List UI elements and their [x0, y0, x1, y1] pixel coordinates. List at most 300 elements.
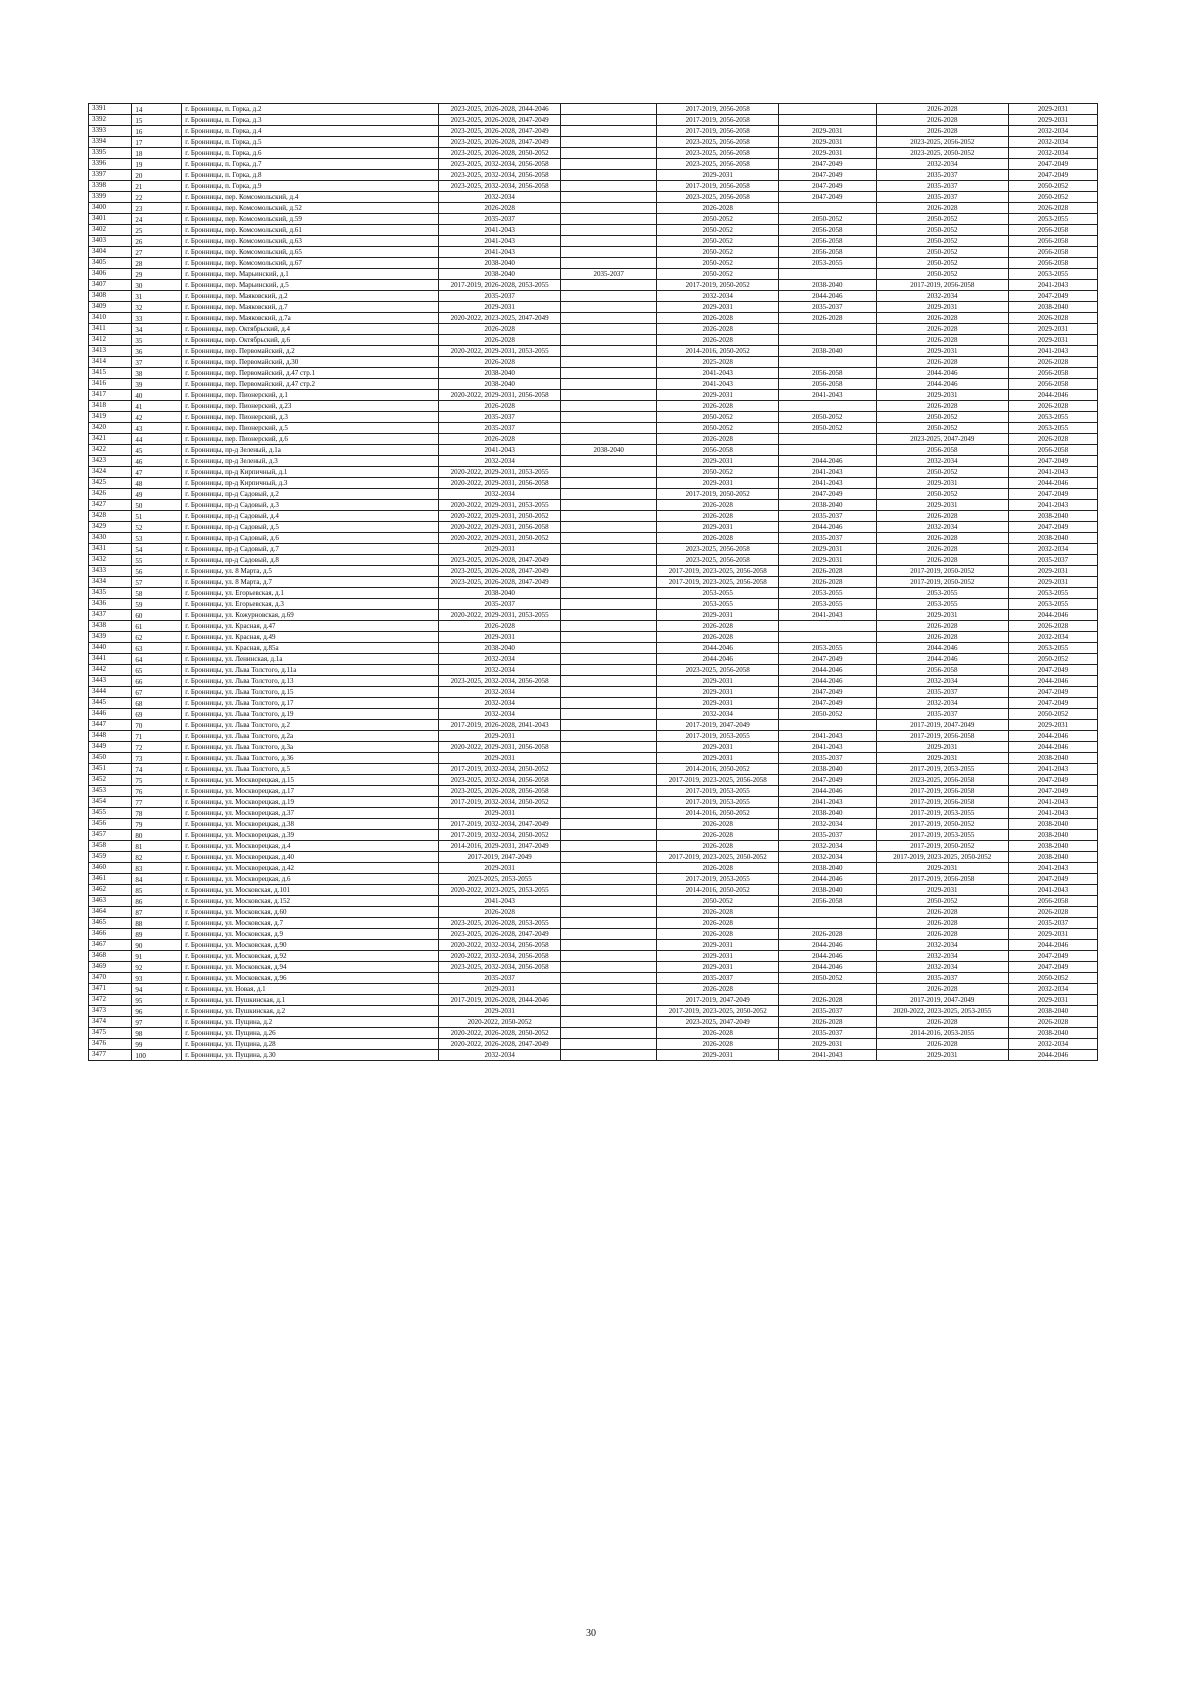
- period-1-cell: 2020-2022, 2023-2025, 2053-2055: [439, 885, 561, 896]
- period-4-cell: 2050-2052: [778, 423, 876, 434]
- period-6-cell: 2026-2028: [1008, 1017, 1097, 1028]
- period-1-cell: 2035-2037: [439, 423, 561, 434]
- period-1-cell: 2026-2028: [439, 203, 561, 214]
- period-5-cell: 2032-2034: [876, 951, 1008, 962]
- period-3-cell: 2014-2016, 2050-2052: [657, 346, 779, 357]
- period-6-cell: 2026-2028: [1008, 401, 1097, 412]
- address-cell: г. Бронницы, пер. Пионерский, д.23: [182, 401, 439, 412]
- table-row: [89, 819, 1098, 830]
- period-5-cell: 2029-2031: [876, 1050, 1008, 1061]
- period-1-cell: 2020-2022, 2032-2034, 2056-2058: [439, 940, 561, 951]
- period-4-cell: 2035-2037: [778, 511, 876, 522]
- period-2-cell: [560, 511, 657, 522]
- row-id-cell: 3458: [89, 841, 132, 852]
- period-3-cell: 2044-2046: [657, 643, 779, 654]
- table-row: [89, 687, 1098, 698]
- period-6-cell: 2047-2049: [1008, 775, 1097, 786]
- row-id-cell: 3396: [89, 159, 132, 170]
- row-sub-number-cell: 89: [132, 929, 182, 940]
- row-id-cell: 3476: [89, 1039, 132, 1050]
- address-cell: г. Бронницы, ул. Московская, д.101: [182, 885, 439, 896]
- period-3-cell: 2029-2031: [657, 962, 779, 973]
- table-row: [89, 423, 1098, 434]
- period-3-cell: 2041-2043: [657, 368, 779, 379]
- period-5-cell: 2056-2058: [876, 665, 1008, 676]
- table-row: [89, 841, 1098, 852]
- row-id-cell: 3433: [89, 566, 132, 577]
- period-5-cell: 2017-2019, 2056-2058: [876, 786, 1008, 797]
- address-cell: г. Бронницы, пер. Комсомольский, д.59: [182, 214, 439, 225]
- period-4-cell: 2044-2046: [778, 962, 876, 973]
- address-cell: г. Бронницы, пер. Комсомольский, д.52: [182, 203, 439, 214]
- period-4-cell: 2056-2058: [778, 379, 876, 390]
- period-4-cell: 2047-2049: [778, 654, 876, 665]
- period-3-cell: 2017-2019, 2023-2025, 2050-2052: [657, 852, 779, 863]
- period-1-cell: 2017-2019, 2047-2049: [439, 852, 561, 863]
- period-2-cell: [560, 775, 657, 786]
- period-5-cell: 2044-2046: [876, 643, 1008, 654]
- period-1-cell: 2023-2025, 2026-2028, 2047-2049: [439, 555, 561, 566]
- row-sub-number-cell: 81: [132, 841, 182, 852]
- period-2-cell: [560, 764, 657, 775]
- period-4-cell: 2041-2043: [778, 467, 876, 478]
- row-id-cell: 3431: [89, 544, 132, 555]
- period-5-cell: 2026-2028: [876, 1017, 1008, 1028]
- period-4-cell: 2032-2034: [778, 841, 876, 852]
- period-4-cell: 2053-2055: [778, 258, 876, 269]
- table-row: [89, 764, 1098, 775]
- period-4-cell: 2050-2052: [778, 709, 876, 720]
- period-1-cell: 2017-2019, 2032-2034, 2050-2052: [439, 764, 561, 775]
- period-1-cell: 2014-2016, 2029-2031, 2047-2049: [439, 841, 561, 852]
- period-1-cell: 2026-2028: [439, 335, 561, 346]
- period-2-cell: [560, 346, 657, 357]
- address-cell: г. Бронницы, ул. Льва Толстого, д.3а: [182, 742, 439, 753]
- period-5-cell: 2017-2019, 2047-2049: [876, 720, 1008, 731]
- period-6-cell: 2047-2049: [1008, 489, 1097, 500]
- period-2-cell: [560, 247, 657, 258]
- table-row: [89, 797, 1098, 808]
- period-5-cell: 2044-2046: [876, 379, 1008, 390]
- address-cell: г. Бронницы, ул. Москворецкая, д.4: [182, 841, 439, 852]
- period-4-cell: [778, 918, 876, 929]
- table-row: [89, 742, 1098, 753]
- row-sub-number-cell: 62: [132, 632, 182, 643]
- row-sub-number-cell: 49: [132, 489, 182, 500]
- period-3-cell: 2026-2028: [657, 632, 779, 643]
- period-4-cell: 2056-2058: [778, 236, 876, 247]
- table-row: [89, 280, 1098, 291]
- period-5-cell: 2032-2034: [876, 522, 1008, 533]
- table-row: [89, 1028, 1098, 1039]
- period-1-cell: 2032-2034: [439, 665, 561, 676]
- period-6-cell: 2026-2028: [1008, 203, 1097, 214]
- period-4-cell: 2038-2040: [778, 863, 876, 874]
- period-1-cell: 2026-2028: [439, 434, 561, 445]
- period-3-cell: 2056-2058: [657, 445, 779, 456]
- table-row: [89, 335, 1098, 346]
- row-sub-number-cell: 48: [132, 478, 182, 489]
- period-4-cell: 2047-2049: [778, 192, 876, 203]
- period-1-cell: 2017-2019, 2026-2028, 2053-2055: [439, 280, 561, 291]
- period-6-cell: 2047-2049: [1008, 665, 1097, 676]
- period-5-cell: 2032-2034: [876, 940, 1008, 951]
- period-4-cell: 2044-2046: [778, 940, 876, 951]
- row-sub-number-cell: 80: [132, 830, 182, 841]
- page-number: 30: [586, 1628, 596, 1639]
- row-sub-number-cell: 31: [132, 291, 182, 302]
- period-1-cell: 2023-2025, 2032-2034, 2056-2058: [439, 775, 561, 786]
- period-2-cell: [560, 995, 657, 1006]
- address-cell: г. Бронницы, пер. Маяковский, д.2: [182, 291, 439, 302]
- address-cell: г. Бронницы, п. Горка, д.7: [182, 159, 439, 170]
- period-6-cell: 2029-2031: [1008, 720, 1097, 731]
- table-row: [89, 808, 1098, 819]
- period-5-cell: 2017-2019, 2047-2049: [876, 995, 1008, 1006]
- period-3-cell: 2026-2028: [657, 621, 779, 632]
- period-1-cell: 2035-2037: [439, 599, 561, 610]
- period-5-cell: 2035-2037: [876, 181, 1008, 192]
- table-row: [89, 170, 1098, 181]
- row-id-cell: 3395: [89, 148, 132, 159]
- period-6-cell: 2050-2052: [1008, 181, 1097, 192]
- table-row: [89, 786, 1098, 797]
- row-id-cell: 3440: [89, 643, 132, 654]
- period-5-cell: 2026-2028: [876, 632, 1008, 643]
- period-3-cell: 2026-2028: [657, 511, 779, 522]
- row-sub-number-cell: 69: [132, 709, 182, 720]
- table-row: [89, 599, 1098, 610]
- period-3-cell: 2032-2034: [657, 709, 779, 720]
- period-6-cell: 2038-2040: [1008, 852, 1097, 863]
- period-1-cell: 2026-2028: [439, 324, 561, 335]
- period-6-cell: 2041-2043: [1008, 797, 1097, 808]
- period-3-cell: 2050-2052: [657, 423, 779, 434]
- period-6-cell: 2056-2058: [1008, 445, 1097, 456]
- period-3-cell: 2014-2016, 2050-2052: [657, 808, 779, 819]
- period-1-cell: 2020-2022, 2029-2031, 2050-2052: [439, 533, 561, 544]
- period-2-cell: [560, 192, 657, 203]
- row-id-cell: 3451: [89, 764, 132, 775]
- period-3-cell: 2029-2031: [657, 1050, 779, 1061]
- row-id-cell: 3404: [89, 247, 132, 258]
- period-1-cell: 2017-2019, 2032-2034, 2050-2052: [439, 797, 561, 808]
- row-id-cell: 3423: [89, 456, 132, 467]
- period-3-cell: 2029-2031: [657, 951, 779, 962]
- period-3-cell: 2041-2043: [657, 379, 779, 390]
- row-sub-number-cell: 51: [132, 511, 182, 522]
- period-1-cell: 2020-2022, 2032-2034, 2056-2058: [439, 951, 561, 962]
- period-6-cell: 2041-2043: [1008, 467, 1097, 478]
- period-6-cell: 2032-2034: [1008, 126, 1097, 137]
- row-sub-number-cell: 71: [132, 731, 182, 742]
- row-sub-number-cell: 84: [132, 874, 182, 885]
- period-6-cell: 2041-2043: [1008, 346, 1097, 357]
- period-3-cell: 2023-2025, 2047-2049: [657, 1017, 779, 1028]
- period-2-cell: [560, 830, 657, 841]
- period-6-cell: 2041-2043: [1008, 863, 1097, 874]
- period-4-cell: 2035-2037: [778, 302, 876, 313]
- period-5-cell: 2029-2031: [876, 302, 1008, 313]
- table-row: [89, 533, 1098, 544]
- row-id-cell: 3391: [89, 104, 132, 115]
- period-6-cell: 2047-2049: [1008, 522, 1097, 533]
- address-cell: г. Бронницы, пр-д Зеленый, д.3: [182, 456, 439, 467]
- period-3-cell: 2050-2052: [657, 214, 779, 225]
- row-sub-number-cell: 33: [132, 313, 182, 324]
- period-4-cell: [778, 907, 876, 918]
- address-cell: г. Бронницы, ул. Льва Толстого, д.15: [182, 687, 439, 698]
- address-cell: г. Бронницы, пер. Маяковский, д.7а: [182, 313, 439, 324]
- period-2-cell: [560, 456, 657, 467]
- period-5-cell: 2017-2019, 2056-2058: [876, 797, 1008, 808]
- row-id-cell: 3461: [89, 874, 132, 885]
- row-id-cell: 3465: [89, 918, 132, 929]
- period-5-cell: 2026-2028: [876, 126, 1008, 137]
- row-sub-number-cell: 63: [132, 643, 182, 654]
- table-row: [89, 654, 1098, 665]
- row-id-cell: 3454: [89, 797, 132, 808]
- period-5-cell: 2017-2019, 2053-2055: [876, 830, 1008, 841]
- period-4-cell: 2029-2031: [778, 126, 876, 137]
- period-2-cell: [560, 753, 657, 764]
- period-1-cell: 2029-2031: [439, 1006, 561, 1017]
- period-3-cell: 2026-2028: [657, 1039, 779, 1050]
- period-4-cell: 2047-2049: [778, 775, 876, 786]
- period-6-cell: 2056-2058: [1008, 896, 1097, 907]
- period-6-cell: 2050-2052: [1008, 192, 1097, 203]
- period-2-cell: [560, 137, 657, 148]
- row-id-cell: 3409: [89, 302, 132, 313]
- period-5-cell: 2035-2037: [876, 687, 1008, 698]
- row-sub-number-cell: 55: [132, 555, 182, 566]
- table-row: [89, 192, 1098, 203]
- row-id-cell: 3406: [89, 269, 132, 280]
- address-cell: г. Бронницы, ул. Пушкинская, д.1: [182, 995, 439, 1006]
- period-6-cell: 2041-2043: [1008, 885, 1097, 896]
- table-row: [89, 995, 1098, 1006]
- period-1-cell: 2029-2031: [439, 544, 561, 555]
- period-6-cell: 2032-2034: [1008, 632, 1097, 643]
- period-4-cell: 2029-2031: [778, 137, 876, 148]
- period-5-cell: 2032-2034: [876, 962, 1008, 973]
- period-1-cell: 2023-2025, 2032-2034, 2056-2058: [439, 962, 561, 973]
- address-cell: г. Бронницы, пер. Пионерский, д.6: [182, 434, 439, 445]
- period-4-cell: 2029-2031: [778, 148, 876, 159]
- table-row: [89, 973, 1098, 984]
- period-4-cell: 2044-2046: [778, 522, 876, 533]
- row-id-cell: 3428: [89, 511, 132, 522]
- period-6-cell: 2032-2034: [1008, 984, 1097, 995]
- table-row: [89, 269, 1098, 280]
- address-cell: г. Бронницы, ул. Москворецкая, д.15: [182, 775, 439, 786]
- period-4-cell: 2041-2043: [778, 610, 876, 621]
- row-id-cell: 3441: [89, 654, 132, 665]
- period-2-cell: [560, 357, 657, 368]
- period-5-cell: 2023-2025, 2056-2058: [876, 775, 1008, 786]
- table-row: [89, 984, 1098, 995]
- period-3-cell: 2029-2031: [657, 742, 779, 753]
- period-2-cell: [560, 1050, 657, 1061]
- table-row: [89, 115, 1098, 126]
- period-6-cell: 2053-2055: [1008, 269, 1097, 280]
- period-1-cell: 2020-2022, 2026-2028, 2047-2049: [439, 1039, 561, 1050]
- period-2-cell: [560, 1039, 657, 1050]
- period-4-cell: [778, 203, 876, 214]
- period-4-cell: 2056-2058: [778, 225, 876, 236]
- address-cell: г. Бронницы, ул. Льва Толстого, д.13: [182, 676, 439, 687]
- address-cell: г. Бронницы, пр-д Кирпичный, д.1: [182, 467, 439, 478]
- row-sub-number-cell: 14: [132, 104, 182, 115]
- period-5-cell: 2053-2055: [876, 588, 1008, 599]
- row-sub-number-cell: 85: [132, 885, 182, 896]
- row-id-cell: 3403: [89, 236, 132, 247]
- period-5-cell: 2017-2019, 2053-2055: [876, 808, 1008, 819]
- period-6-cell: 2053-2055: [1008, 214, 1097, 225]
- row-sub-number-cell: 88: [132, 918, 182, 929]
- period-5-cell: 2029-2031: [876, 478, 1008, 489]
- row-id-cell: 3397: [89, 170, 132, 181]
- table-row: [89, 544, 1098, 555]
- table-row: [89, 126, 1098, 137]
- row-id-cell: 3410: [89, 313, 132, 324]
- row-id-cell: 3398: [89, 181, 132, 192]
- period-1-cell: 2020-2022, 2029-2031, 2056-2058: [439, 742, 561, 753]
- address-cell: г. Бронницы, пер. Комсомольский, д.65: [182, 247, 439, 258]
- row-sub-number-cell: 25: [132, 225, 182, 236]
- period-5-cell: 2035-2037: [876, 709, 1008, 720]
- row-id-cell: 3449: [89, 742, 132, 753]
- address-cell: г. Бронницы, пер. Первомайский, д.47 стр.2: [182, 379, 439, 390]
- row-id-cell: 3401: [89, 214, 132, 225]
- period-6-cell: 2041-2043: [1008, 808, 1097, 819]
- address-cell: г. Бронницы, ул. Москворецкая, д.17: [182, 786, 439, 797]
- row-id-cell: 3459: [89, 852, 132, 863]
- table-row: [89, 830, 1098, 841]
- period-6-cell: 2038-2040: [1008, 511, 1097, 522]
- period-6-cell: 2047-2049: [1008, 456, 1097, 467]
- period-3-cell: 2017-2019, 2053-2055: [657, 786, 779, 797]
- period-3-cell: 2026-2028: [657, 500, 779, 511]
- period-2-cell: [560, 148, 657, 159]
- period-1-cell: 2041-2043: [439, 896, 561, 907]
- period-4-cell: 2047-2049: [778, 687, 876, 698]
- row-sub-number-cell: 57: [132, 577, 182, 588]
- row-id-cell: 3411: [89, 324, 132, 335]
- row-sub-number-cell: 94: [132, 984, 182, 995]
- period-2-cell: [560, 522, 657, 533]
- table-row: [89, 720, 1098, 731]
- period-1-cell: 2038-2040: [439, 588, 561, 599]
- period-5-cell: 2026-2028: [876, 1039, 1008, 1050]
- period-6-cell: 2029-2031: [1008, 995, 1097, 1006]
- period-3-cell: 2026-2028: [657, 929, 779, 940]
- period-6-cell: 2038-2040: [1008, 1006, 1097, 1017]
- period-3-cell: 2029-2031: [657, 170, 779, 181]
- row-id-cell: 3400: [89, 203, 132, 214]
- address-cell: г. Бронницы, ул. Егорьевская, д.1: [182, 588, 439, 599]
- period-2-cell: [560, 390, 657, 401]
- period-2-cell: [560, 291, 657, 302]
- table-row: [89, 1039, 1098, 1050]
- row-sub-number-cell: 30: [132, 280, 182, 291]
- row-sub-number-cell: 26: [132, 236, 182, 247]
- table-row: [89, 137, 1098, 148]
- period-6-cell: 2041-2043: [1008, 280, 1097, 291]
- row-sub-number-cell: 90: [132, 940, 182, 951]
- period-6-cell: 2044-2046: [1008, 731, 1097, 742]
- address-cell: г. Бронницы, п. Горка, д.5: [182, 137, 439, 148]
- table-row: [89, 962, 1098, 973]
- period-3-cell: 2026-2028: [657, 533, 779, 544]
- period-5-cell: 2044-2046: [876, 368, 1008, 379]
- period-6-cell: 2044-2046: [1008, 940, 1097, 951]
- address-cell: г. Бронницы, ул. Ленинская, д.1а: [182, 654, 439, 665]
- address-cell: г. Бронницы, пер. Комсомольский, д.63: [182, 236, 439, 247]
- table-row: [89, 456, 1098, 467]
- row-sub-number-cell: 47: [132, 467, 182, 478]
- period-6-cell: 2029-2031: [1008, 115, 1097, 126]
- period-2-cell: [560, 214, 657, 225]
- row-id-cell: 3436: [89, 599, 132, 610]
- row-id-cell: 3455: [89, 808, 132, 819]
- period-3-cell: 2026-2028: [657, 819, 779, 830]
- row-id-cell: 3426: [89, 489, 132, 500]
- period-1-cell: 2020-2022, 2023-2025, 2047-2049: [439, 313, 561, 324]
- table-row: [89, 104, 1098, 115]
- period-1-cell: 2023-2025, 2032-2034, 2056-2058: [439, 159, 561, 170]
- table-row: [89, 632, 1098, 643]
- period-4-cell: [778, 720, 876, 731]
- period-4-cell: 2047-2049: [778, 698, 876, 709]
- period-6-cell: 2035-2037: [1008, 918, 1097, 929]
- period-5-cell: 2017-2019, 2050-2052: [876, 577, 1008, 588]
- table-row: [89, 709, 1098, 720]
- row-sub-number-cell: 66: [132, 676, 182, 687]
- period-6-cell: 2032-2034: [1008, 137, 1097, 148]
- row-sub-number-cell: 67: [132, 687, 182, 698]
- period-1-cell: 2035-2037: [439, 291, 561, 302]
- address-cell: г. Бронницы, ул. Красная, д.85а: [182, 643, 439, 654]
- period-4-cell: 2056-2058: [778, 247, 876, 258]
- period-6-cell: 2032-2034: [1008, 1039, 1097, 1050]
- row-id-cell: 3434: [89, 577, 132, 588]
- row-id-cell: 3418: [89, 401, 132, 412]
- period-4-cell: [778, 434, 876, 445]
- period-2-cell: [560, 665, 657, 676]
- period-5-cell: 2026-2028: [876, 115, 1008, 126]
- period-4-cell: 2035-2037: [778, 1006, 876, 1017]
- table-row: [89, 731, 1098, 742]
- address-cell: г. Бронницы, ул. Льва Толстого, д.5: [182, 764, 439, 775]
- table-row: [89, 478, 1098, 489]
- table-row: [89, 258, 1098, 269]
- period-1-cell: 2038-2040: [439, 368, 561, 379]
- period-4-cell: 2029-2031: [778, 544, 876, 555]
- period-5-cell: 2026-2028: [876, 313, 1008, 324]
- period-3-cell: 2023-2025, 2056-2058: [657, 159, 779, 170]
- period-6-cell: 2038-2040: [1008, 819, 1097, 830]
- table-row: [89, 698, 1098, 709]
- period-1-cell: 2029-2031: [439, 302, 561, 313]
- period-4-cell: 2056-2058: [778, 896, 876, 907]
- period-6-cell: 2029-2031: [1008, 577, 1097, 588]
- period-4-cell: 2035-2037: [778, 753, 876, 764]
- period-3-cell: 2050-2052: [657, 258, 779, 269]
- row-sub-number-cell: 70: [132, 720, 182, 731]
- period-6-cell: 2053-2055: [1008, 423, 1097, 434]
- table-row: [89, 555, 1098, 566]
